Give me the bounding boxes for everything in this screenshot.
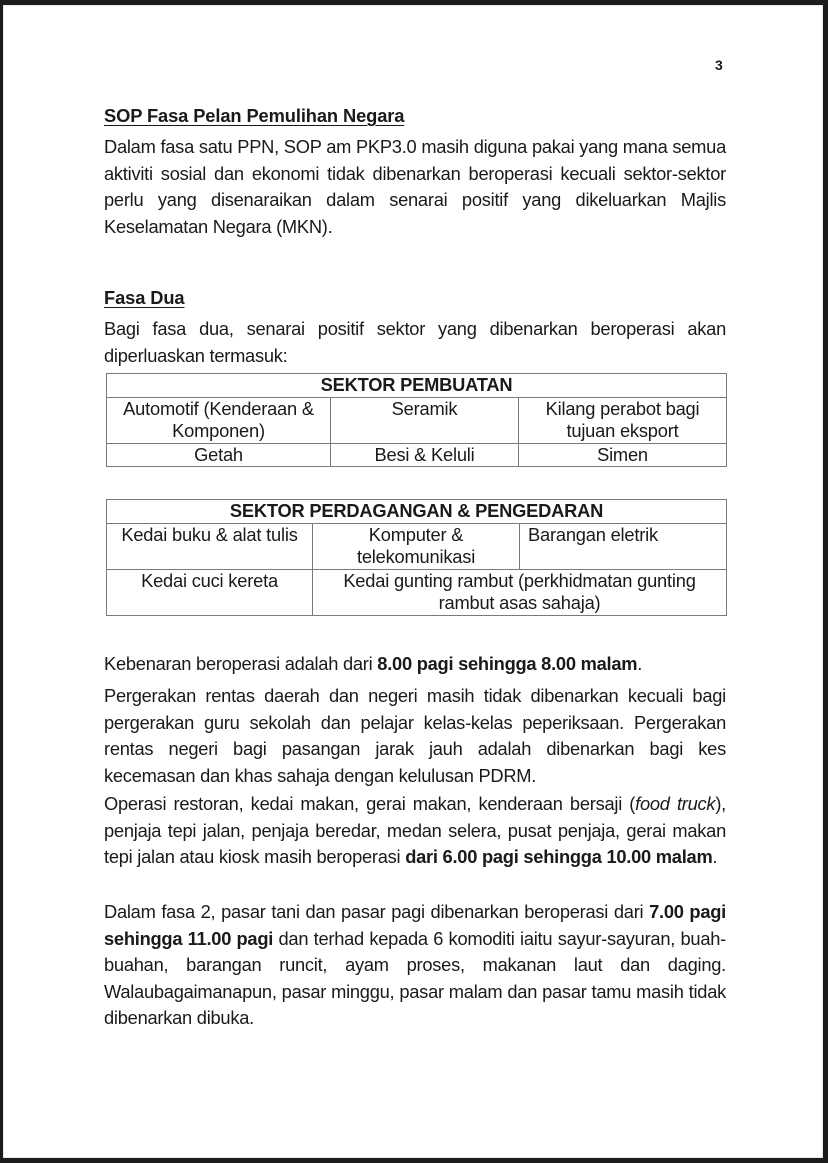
table-cell: Seramik — [331, 397, 519, 443]
movement-paragraph: Pergerakan rentas daerah dan negeri masih tidak dibenarkan kecuali bagi pergerakan guru sekolah dan pelajar kelas-kelas peperiksaan. Pergerakan rentas negeri bagi pasangan jarak jauh adalah dibenarkan bagi kes kecemasan dan khas sahaja dengan kelulusan PDRM. — [104, 685, 726, 786]
italic-food-truck: food truck — [635, 793, 716, 814]
table-cell: Simen — [519, 443, 727, 467]
table-row — [107, 569, 727, 615]
table-cell: Kilang perabot bagi tujuan eksport — [519, 397, 727, 443]
sop-heading: SOP Fasa Pelan Pemulihan Negara — [104, 105, 405, 126]
table-cell: Kedai buku & alat tulis — [107, 523, 313, 569]
table-row — [107, 397, 727, 443]
table-cell: Getah — [107, 443, 331, 467]
text: Operasi restoran, kedai makan, gerai makan, kenderaan bersaji ( — [104, 793, 636, 814]
table-cell: Barangan eletrik — [520, 523, 727, 569]
restaurants-paragraph — [104, 791, 726, 871]
table-title: SEKTOR PERDAGANGAN & PENGEDARAN — [107, 500, 727, 524]
table-cell: Automotif (Kenderaan & Komponen) — [107, 397, 331, 443]
table-row — [107, 443, 727, 467]
document-page — [3, 5, 823, 1158]
operating-hours-paragraph — [104, 651, 726, 678]
sop-paragraph: Dalam fasa satu PPN, SOP am PKP3.0 masih diguna pakai yang mana semua aktiviti sosial dan ekonomi tidak dibenarkan beroperasi kecuali sektor-sektor perlu yang disenaraikan dalam senarai positif yang dikeluarkan Majlis Keselamatan Negara (MKN). — [104, 136, 726, 237]
fasa-dua-heading: Fasa Dua — [104, 287, 185, 308]
text: Kebenaran beroperasi adalah dari — [104, 653, 378, 674]
sektor-pembuatan-table — [106, 373, 727, 467]
table-title: SEKTOR PEMBUATAN — [107, 374, 727, 398]
text: . — [637, 653, 643, 674]
bold-hours: dari 6.00 pagi sehingga 10.00 malam — [405, 846, 713, 867]
bold-hours: 7.00 pagi sehingga 11.00 pagi — [104, 901, 726, 949]
table-cell: Kedai gunting rambut (perkhidmatan gunting rambut asas sahaja) — [313, 569, 727, 615]
table-row — [107, 523, 727, 569]
table-cell: Kedai cuci kereta — [107, 569, 313, 615]
markets-paragraph — [104, 899, 726, 1032]
sektor-perdagangan-table — [106, 499, 727, 616]
fasa-dua-intro: Bagi fasa dua, senarai positif sektor yang dibenarkan beroperasi akan diperluaskan termasuk: — [104, 318, 726, 366]
text: . — [712, 846, 718, 867]
table-cell: Besi & Keluli — [331, 443, 519, 467]
text: Dalam fasa 2, pasar tani dan pasar pagi dibenarkan beroperasi dari — [104, 901, 650, 922]
page-number: 3 — [715, 57, 723, 73]
bold-hours: 8.00 pagi sehingga 8.00 malam — [377, 653, 638, 674]
table-cell: Komputer & telekomunikasi — [313, 523, 520, 569]
text: ), penjaja tepi jalan, penjaja beredar, medan selera, pusat penjaja, gerai makan tepi jalan atau kiosk masih beroperasi — [104, 793, 726, 867]
text: dan terhad kepada 6 komoditi iaitu sayur-sayuran, buah-buahan, barangan runcit, ayam proses, makanan laut dan daging. Walaubagaimanapun, pasar minggu, pasar malam dan pasar tamu masih tidak dibenarkan dibuka. — [104, 927, 726, 1028]
